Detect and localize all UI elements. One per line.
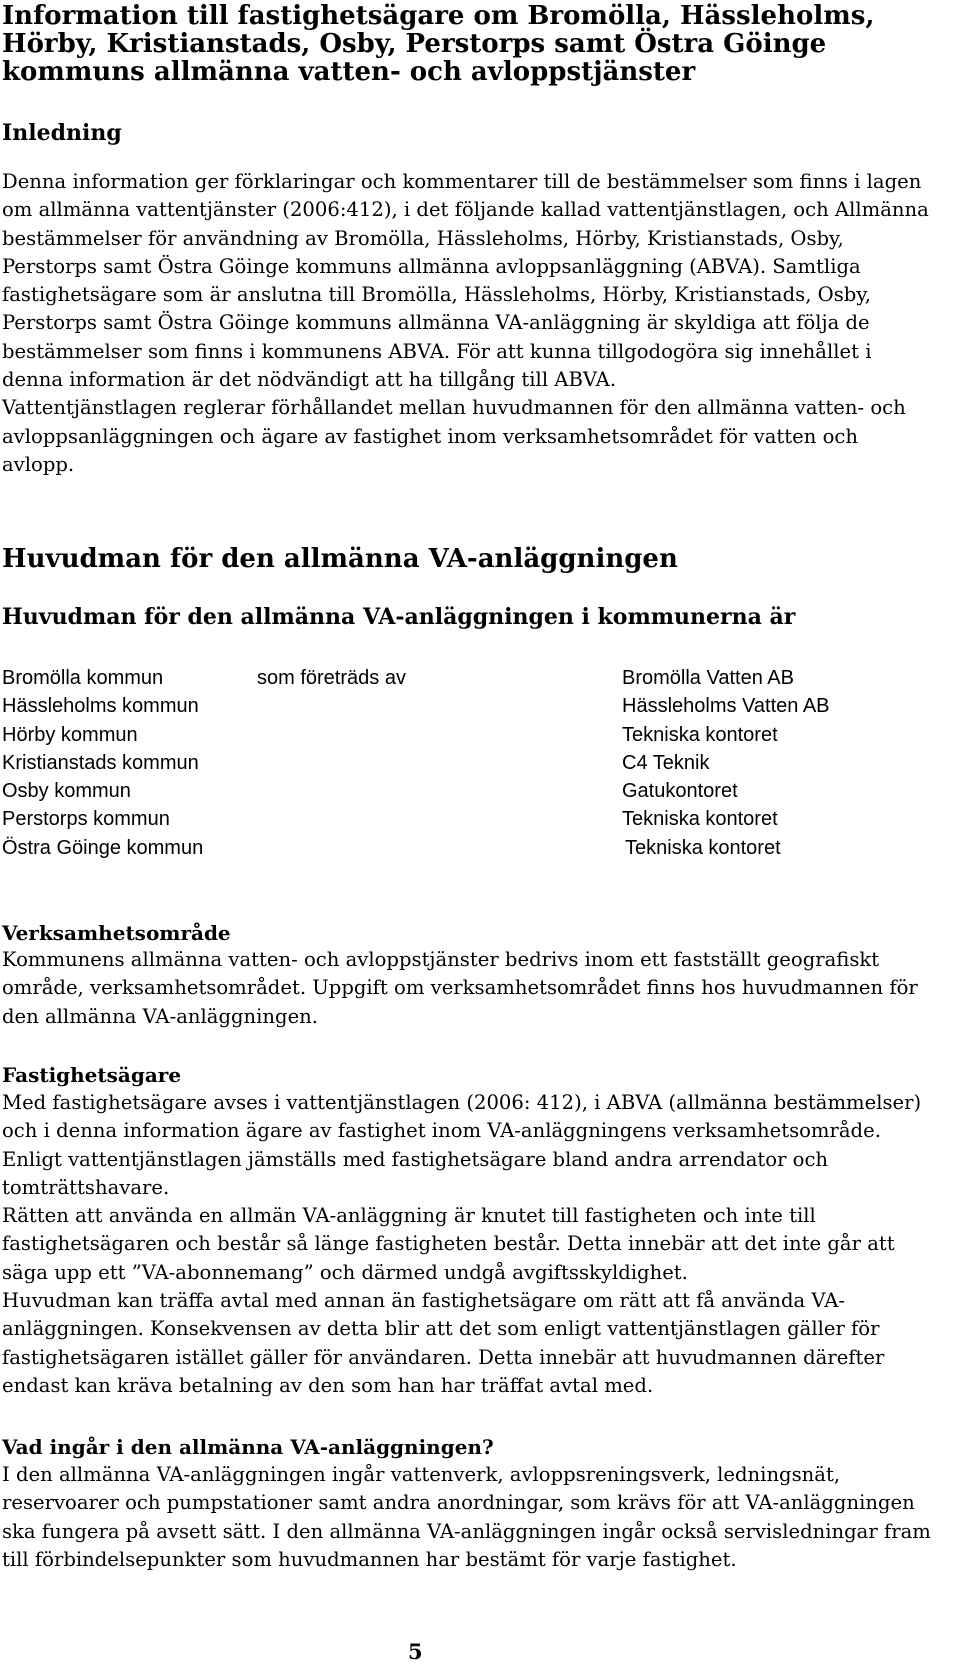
kommun-name: Hörby kommun bbox=[2, 723, 138, 746]
fastighetsagare-paragraph-3: Huvudman kan träffa avtal med annan än fastighetsägare om rätt att få använda VA-anläggningen. Konsekvensen av detta blir att det som enligt vattentjänstlagen gäller för fastighetsägaren istället gäller för användaren. Detta innebär att huvudmannen därefter endast kan kräva betalning av den som han har träffat avtal med. bbox=[2, 1289, 885, 1397]
fastighetsagare-paragraph-1: Med fastighetsägare avses i vattentjänstlagen (2006: 412), i ABVA (allmänna bestämmelser) och i denna information ägare av fastighet inom VA-anläggningens verksamhetsområde. Enligt vattentjänstlagen jämställs med fastighetsägare bland andra arrendator och tomträttshavare. bbox=[2, 1091, 922, 1199]
heading-vad-ingar: Vad ingår i den allmänna VA-anläggningen? bbox=[2, 1435, 494, 1459]
representative-name: C4 Teknik bbox=[622, 751, 710, 774]
huvudman-row bbox=[2, 664, 932, 692]
kommun-name: Hässleholms kommun bbox=[2, 695, 199, 718]
subheading-huvudman-kommuner: Huvudman för den allmänna VA-anläggningen i kommunerna är bbox=[2, 604, 796, 630]
page-number: 5 bbox=[408, 1639, 423, 1664]
document-title: Information till fastighetsägare om Bromölla, Hässleholms, Hörby, Kristianstads, Osby, Perstorps samt Östra Göinge kommuns allmänna vatten- och avloppstjänster bbox=[2, 1, 875, 87]
kommun-name: Perstorps kommun bbox=[2, 808, 170, 831]
kommun-name: Kristianstads kommun bbox=[2, 751, 199, 774]
representative-name: Tekniska kontoret bbox=[622, 808, 778, 831]
vad-ingar-body bbox=[2, 1461, 932, 1574]
kommun-name: Osby kommun bbox=[2, 780, 131, 803]
fastighetsagare-paragraph-2: Rätten att använda en allmän VA-anläggning är knutet till fastigheten och inte till fastighetsägaren och består så länge fastigheten består. Detta innebär att det inte går att säga upp ett ”VA-abonnemang” och därmed undgå avgiftsskyldighet. bbox=[2, 1204, 895, 1284]
verksamhetsomrade-body bbox=[2, 946, 932, 1031]
heading-fastighetsagare: Fastighetsägare bbox=[2, 1063, 182, 1087]
heading-huvudman: Huvudman för den allmänna VA-anläggningen bbox=[2, 544, 678, 574]
huvudman-row bbox=[2, 721, 932, 749]
heading-verksamhetsomrade: Verksamhetsområde bbox=[2, 921, 231, 945]
huvudman-table bbox=[2, 664, 932, 862]
huvudman-row bbox=[2, 777, 932, 805]
represented-by-label: som företräds av bbox=[257, 667, 406, 689]
representative-name: Bromölla Vatten AB bbox=[622, 667, 794, 689]
representative-name: Hässleholms Vatten AB bbox=[622, 695, 830, 718]
fastighetsagare-body bbox=[2, 1089, 932, 1400]
kommun-name: Bromölla kommun bbox=[2, 667, 164, 689]
inledning-paragraph-2: Vattentjänstlagen reglerar förhållandet mellan huvudmannen för den allmänna vatten- och avloppsanläggningen och ägare av fastighet inom verksamhetsområdet för vatten och avlopp. bbox=[2, 396, 906, 476]
heading-inledning: Inledning bbox=[2, 120, 122, 146]
verksamhetsomrade-paragraph: Kommunens allmänna vatten- och avloppstjänster bedrivs inom ett fastställt geografiskt område, verksamhetsområdet. Uppgift om verksamhetsområdet finns hos huvudmannen för den allmänna VA-anläggningen. bbox=[2, 948, 918, 1028]
representative-name: Tekniska kontoret bbox=[622, 723, 778, 746]
representative-name: Tekniska kontoret bbox=[625, 836, 781, 859]
kommun-name: Östra Göinge kommun bbox=[2, 836, 204, 859]
huvudman-row bbox=[2, 692, 932, 720]
huvudman-row bbox=[2, 749, 932, 777]
inledning-body bbox=[2, 168, 932, 479]
huvudman-row bbox=[2, 834, 932, 862]
vad-ingar-paragraph: I den allmänna VA-anläggningen ingår vattenverk, avloppsreningsverk, ledningsnät, reservoarer och pumpstationer samt andra anordningar, som krävs för att VA-anläggningen ska fungera på avsett sätt. I den allmänna VA-anläggningen ingår också servisledningar fram till förbindelsepunkter som huvudmannen har bestämt för varje fastighet. bbox=[2, 1463, 931, 1571]
representative-name: Gatukontoret bbox=[622, 780, 738, 803]
inledning-paragraph-1: Denna information ger förklaringar och kommentarer till de bestämmelser som finns i lagen om allmänna vattentjänster (2006:412), i det följande kallad vattentjänstlagen, och Allmänna bestämmelser för användning av Bromölla, Hässleholms, Hörby, Kristianstads, Osby, Perstorps samt Östra Göinge kommuns allmänna avloppsanläggning (ABVA). Samtliga fastighetsägare som är anslutna till Bromölla, Hässleholms, Hörby, Kristianstads, Osby, Perstorps samt Östra Göinge kommuns allmänna VA-anläggning är skyldiga att följa de bestämmelser som finns i kommunens ABVA. För att kunna tillgodogöra sig innehållet i denna information är det nödvändigt att ha tillgång till ABVA. bbox=[2, 170, 929, 392]
huvudman-row bbox=[2, 805, 932, 833]
